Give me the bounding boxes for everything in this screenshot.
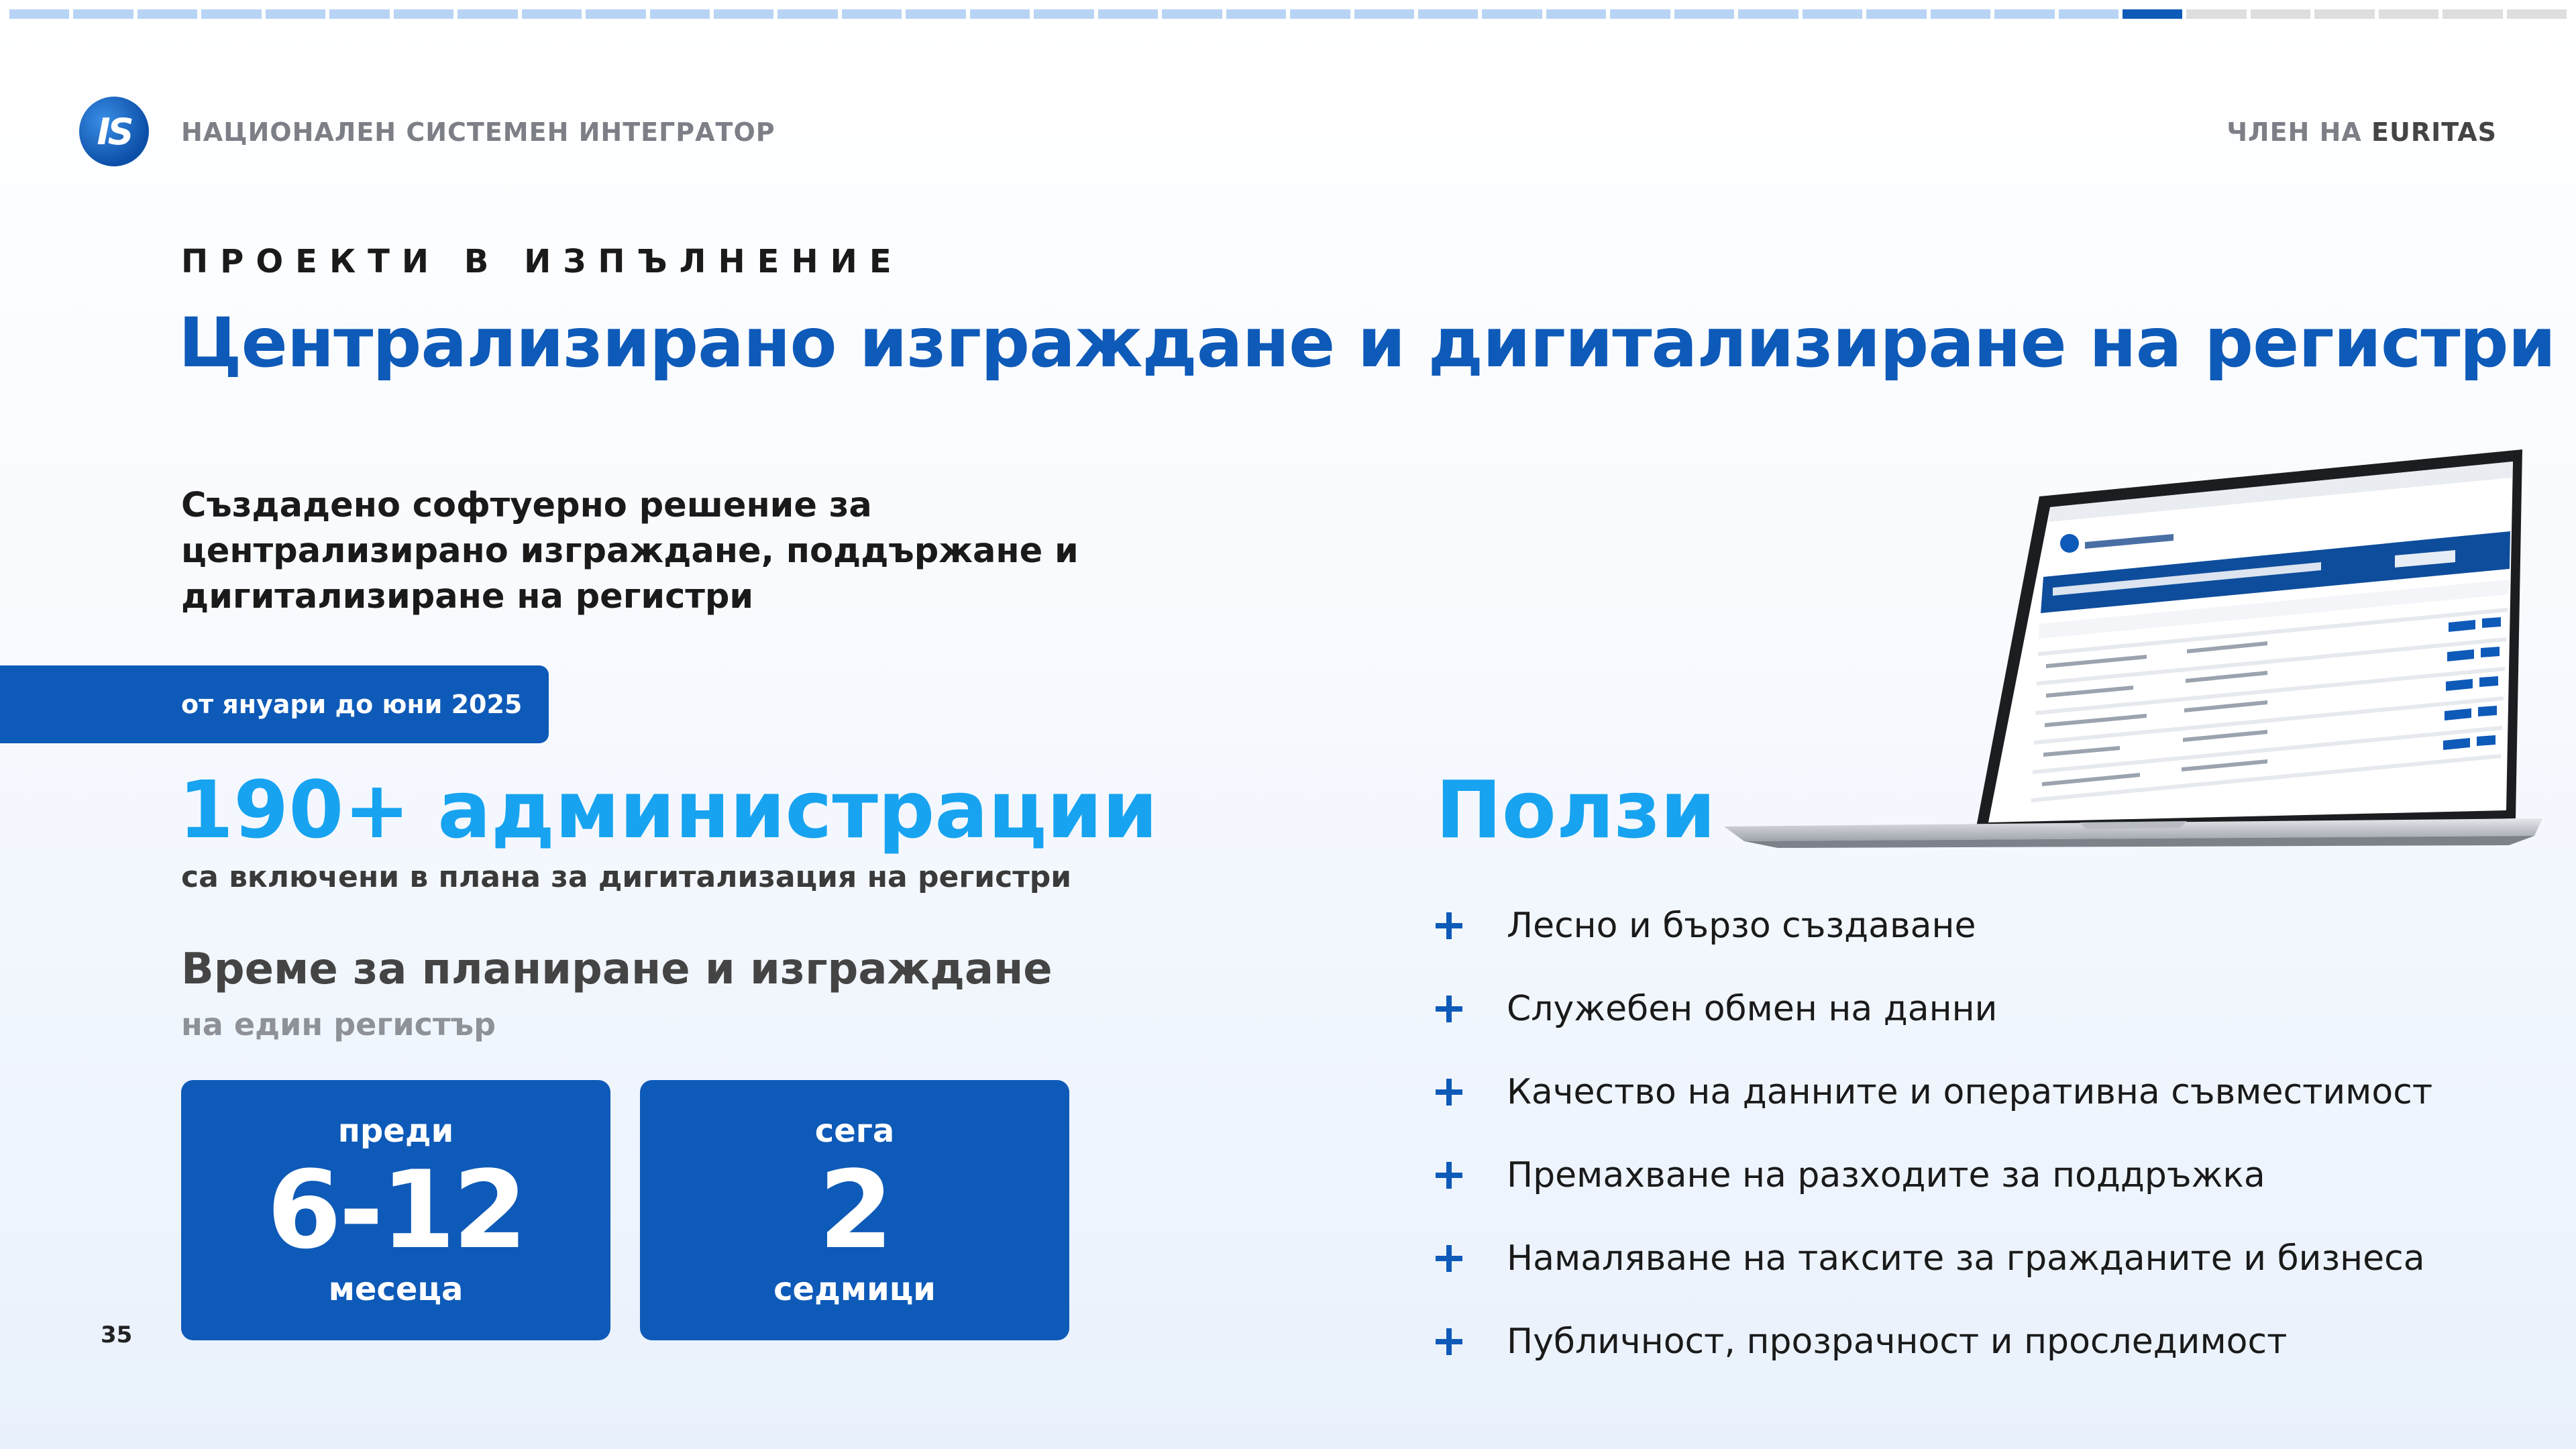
slide-title: Централизирано изграждане и дигитализиране на регистри — [178, 303, 2556, 383]
progress-segment — [1994, 9, 2054, 19]
progress-segment — [842, 9, 902, 19]
administrations-stat: 190+ администрации — [178, 763, 1158, 856]
progress-segment — [73, 9, 133, 19]
time-subheading: на един регистър — [181, 1006, 496, 1042]
progress-segment — [2507, 9, 2567, 19]
benefit-item — [1436, 1300, 2432, 1383]
section-label: ПРОЕКТИ В ИЗПЪЛНЕНИЕ — [181, 243, 904, 280]
progress-segment — [2314, 9, 2374, 19]
progress-segment — [458, 9, 517, 19]
administrations-caption: са включени в плана за дигитализация на регистри — [181, 860, 1072, 894]
benefit-item — [1436, 884, 2432, 967]
membership-label — [2226, 117, 2497, 147]
progress-segment — [1098, 9, 1158, 19]
progress-segment — [970, 9, 1030, 19]
plus-icon — [1436, 912, 1462, 939]
progress-segment — [9, 9, 69, 19]
plus-icon — [1436, 996, 1462, 1022]
progress-segment — [329, 9, 389, 19]
benefit-item — [1436, 1051, 2432, 1134]
progress-segment — [266, 9, 325, 19]
before-card — [181, 1080, 610, 1340]
benefit-text: Премахване на разходите за поддръжка — [1507, 1155, 2265, 1195]
progress-segment — [201, 9, 261, 19]
progress-segment — [906, 9, 965, 19]
benefit-text: Служебен обмен на данни — [1507, 989, 1998, 1029]
progress-segment — [1034, 9, 1093, 19]
benefit-text: Качество на данните и оперативна съвместимост — [1507, 1072, 2433, 1112]
plus-icon — [1436, 1245, 1462, 1272]
progress-segment — [650, 9, 710, 19]
benefits-title: Ползи — [1436, 763, 1716, 856]
progress-segment — [2251, 9, 2310, 19]
is-logo: IS — [79, 97, 149, 166]
progress-segment — [777, 9, 837, 19]
progress-segment — [1610, 9, 1670, 19]
now-label: сега — [814, 1112, 895, 1150]
progress-segment — [2443, 9, 2502, 19]
progress-segment — [2059, 9, 2118, 19]
progress-segment — [138, 9, 197, 19]
member-prefix: ЧЛЕН НА — [2226, 117, 2362, 147]
benefit-item — [1436, 1217, 2432, 1300]
now-card — [640, 1080, 1069, 1340]
now-unit: седмици — [773, 1271, 936, 1308]
benefit-item — [1436, 1134, 2432, 1217]
before-unit: месеца — [328, 1271, 464, 1308]
progress-segment — [394, 9, 453, 19]
progress-segment — [2186, 9, 2246, 19]
progress-segment — [714, 9, 773, 19]
period-badge: от януари до юни 2025 — [0, 665, 549, 743]
progress-segment — [1674, 9, 1734, 19]
now-value: 2 — [818, 1147, 891, 1273]
progress-segment — [1418, 9, 1478, 19]
progress-segment — [1803, 9, 1862, 19]
before-label: преди — [337, 1112, 454, 1150]
benefits-list — [1436, 884, 2432, 1383]
benefit-item — [1436, 967, 2432, 1051]
slide-progress-bar — [9, 9, 2567, 19]
solution-description: Създадено софтуерно решение за централизирано изграждане, поддържане и дигитализиране на регистри — [181, 486, 1079, 616]
progress-segment — [1866, 9, 1926, 19]
member-name: EURITAS — [2371, 117, 2497, 147]
plus-icon — [1436, 1079, 1462, 1106]
progress-segment — [1482, 9, 1542, 19]
progress-segment — [1931, 9, 1990, 19]
progress-segment — [1226, 9, 1286, 19]
before-value: 6-12 — [266, 1147, 525, 1273]
benefit-text: Публичност, прозрачност и проследимост — [1507, 1322, 2288, 1362]
progress-segment — [1738, 9, 1798, 19]
progress-segment — [2123, 9, 2182, 19]
progress-segment — [586, 9, 645, 19]
progress-segment — [1546, 9, 1606, 19]
benefit-text: Намаляване на таксите за гражданите и бизнеса — [1507, 1238, 2425, 1279]
plus-icon — [1436, 1162, 1462, 1189]
page-number: 35 — [101, 1322, 133, 1348]
time-heading: Време за планиране и изграждане — [181, 945, 1053, 994]
progress-segment — [1354, 9, 1414, 19]
progress-segment — [1290, 9, 1350, 19]
plus-icon — [1436, 1328, 1462, 1355]
progress-segment — [522, 9, 582, 19]
organization-name: НАЦИОНАЛЕН СИСТЕМЕН ИНТЕГРАТОР — [181, 117, 775, 147]
laptop-illustration — [1717, 443, 2542, 852]
progress-segment — [2379, 9, 2438, 19]
progress-segment — [1162, 9, 1222, 19]
benefit-text: Лесно и бързо създаване — [1507, 906, 1976, 946]
